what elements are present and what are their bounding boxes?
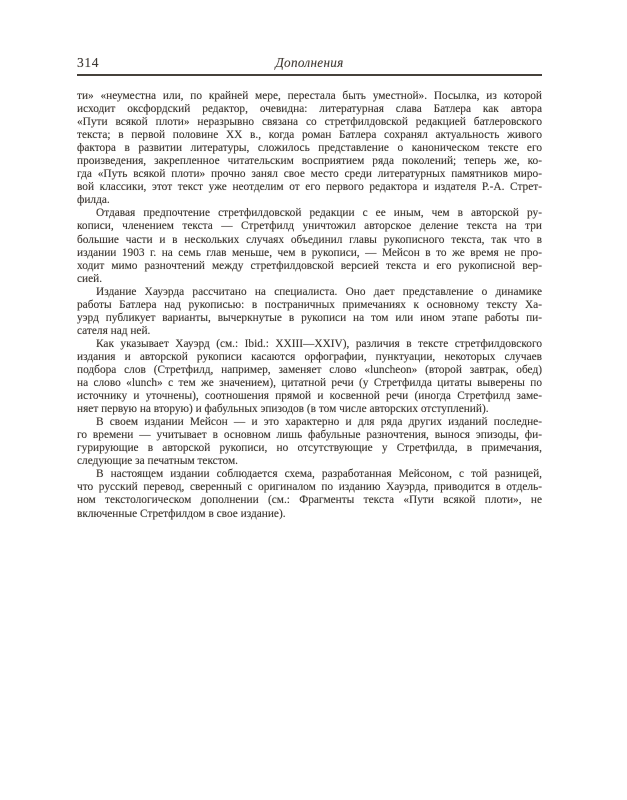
text-line: включенные Стретфилдом в свое издание). <box>77 507 286 520</box>
text-line: ти» «неуместна или, по крайней мере, перестала быть уместной». Посылка, из которой <box>77 90 542 102</box>
paragraph <box>77 468 542 520</box>
paragraph <box>77 90 542 207</box>
text-line: фактора в развитии литературы, сложилось представление о каноническом тексте его <box>77 142 542 155</box>
text-line: исходит оксфордский редактор, очевидна: литературная слава Батлера как автора <box>77 103 542 116</box>
text-line: на слово «lunch» с тем же значением), цитатной речи (у Стретфилда цитаты выверены по <box>77 377 542 390</box>
text-line: текста; в первой половине XX в., когда роман Батлера сохранял актуальность живого <box>77 129 542 142</box>
paragraph <box>77 286 542 338</box>
text-line: гурирующие в авторской рукописи, но отсутствующие у Стретфилда, в примечания, <box>77 442 542 455</box>
text-line: уэрд публикует варианты, вычеркнутые в рукописи на том или ином этапе работы пи- <box>77 311 542 324</box>
text-line: что русский перевод, сверенный с оригиналом по изданию Хауэрда, приводится в отдель- <box>77 481 542 494</box>
text-line: Издание Хауэрда рассчитано на специалиста. Оно дает представление о динамике <box>96 285 542 298</box>
text-line: источнику и уточнены), соотношения прямой и косвенной речи (иногда Стретфилд заме- <box>77 390 542 403</box>
text-line: вой классики, этот текст уже неотделим от его первого редактора и издателя Р.-А. Стрет- <box>77 181 542 194</box>
paragraph <box>77 416 542 468</box>
header-rule <box>77 74 542 76</box>
text-line: следующие за печатным текстом. <box>77 455 238 468</box>
text-line: издании 1903 г. на семь глав меньше, чем в рукописи, — Мейсон в то же время не про- <box>77 246 542 259</box>
text-line: В настоящем издании соблюдается схема, разработанная Мейсоном, с той разницей, <box>96 468 542 481</box>
text-line: работы Батлера над рукописью: в постраничных примечаниях к основному тексту Ха- <box>77 298 542 311</box>
text-line: сией. <box>77 272 103 285</box>
text-line: Отдавая предпочтение стретфилдовской редакции с ее иным, чем в авторской ру- <box>96 207 542 220</box>
text-line: «Пути всякой плоти» неразрывно связана со стретфилдовской редакцией батлеровского <box>77 116 542 129</box>
running-title: Дополнения <box>275 55 344 70</box>
text-line: издания и авторской рукописи касаются орфографии, пунктуации, некоторых случаев <box>77 350 542 363</box>
text-line: большие части и в нескольких случаях объединил главы рукописного текста, так что в <box>77 233 542 246</box>
text-line: ном текстологическом дополнении (см.: Фрагменты текста «Пути всякой плоти», не <box>77 494 542 507</box>
text-line: В своем издании Мейсон — и это характерно и для ряда других изданий последне- <box>96 416 542 429</box>
text-line: ходит мимо разночтений между стретфилдовской версией текста и его рукописной вер- <box>77 259 542 272</box>
text-line: филда. <box>77 194 110 207</box>
text-line: Как указывает Хауэрд (см.: Ibid.: XXIII—XXIV), различия в тексте стретфилдовского <box>96 337 542 350</box>
text-block <box>77 90 542 521</box>
page-number: 314 <box>77 55 100 70</box>
text-line: кописи, членением текста — Стретфилд уничтожил авторское деление текста на три <box>77 220 542 233</box>
text-line: сателя над ней. <box>77 324 151 337</box>
text-line: няет первую на вторую) и фабульных эпизодов (в том числе авторских отступлений). <box>77 403 489 416</box>
text-line: го времени — учитывает в основном лишь фабульные разночтения, вынося эпизоды, фи- <box>77 429 542 442</box>
text-line: произведения, закрепленное читательским восприятием ряда поколений; теперь же, ко- <box>77 155 542 168</box>
paragraph <box>77 207 542 285</box>
paragraph <box>77 338 542 416</box>
text-line: подбора слов (Стретфилд, например, заменяет слово «luncheon» (второй завтрак, обед) <box>77 363 542 376</box>
text-line: гда «Путь всякой плоти» прочно занял свое место среди литературных памятников миро- <box>77 168 542 181</box>
page-header <box>77 55 542 72</box>
